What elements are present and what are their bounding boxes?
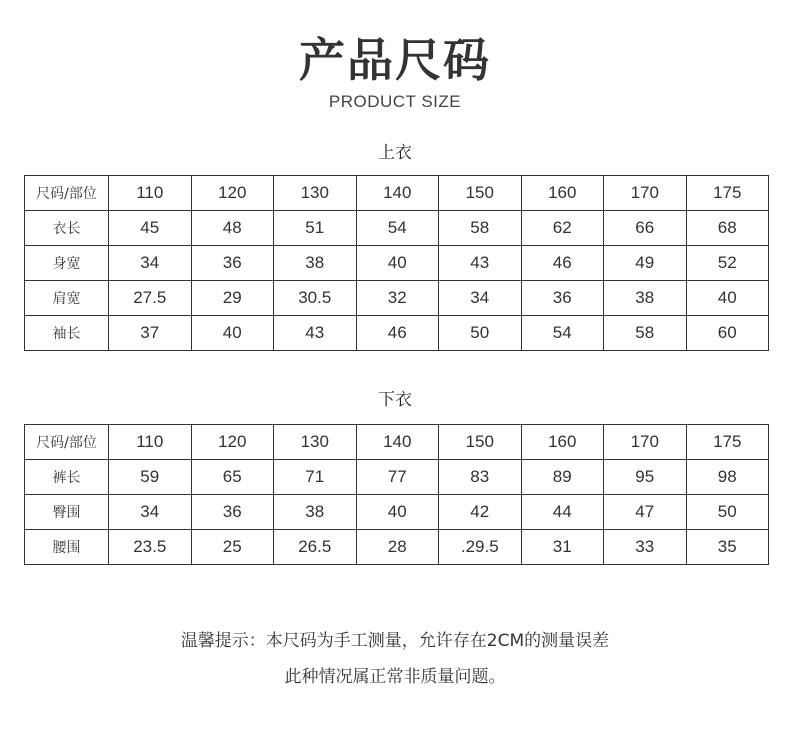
size-header-cell: 120 bbox=[191, 176, 274, 211]
value-cell: 58 bbox=[439, 211, 522, 246]
table-row bbox=[25, 460, 769, 495]
value-cell: 62 bbox=[521, 211, 604, 246]
size-header-cell: 175 bbox=[686, 176, 769, 211]
value-cell: 58 bbox=[604, 316, 687, 351]
value-cell: 29 bbox=[191, 281, 274, 316]
value-cell: 65 bbox=[191, 460, 274, 495]
value-cell: 89 bbox=[521, 460, 604, 495]
value-cell: 40 bbox=[191, 316, 274, 351]
size-header-cell: 110 bbox=[109, 425, 192, 460]
size-header-cell: 175 bbox=[686, 425, 769, 460]
value-cell: 31 bbox=[521, 530, 604, 565]
table-header-row bbox=[25, 176, 769, 211]
value-cell: 46 bbox=[521, 246, 604, 281]
value-cell: 46 bbox=[356, 316, 439, 351]
value-cell: 44 bbox=[521, 495, 604, 530]
page-subtitle: PRODUCT SIZE bbox=[328, 92, 462, 111]
size-header-cell: 140 bbox=[356, 176, 439, 211]
value-cell: 71 bbox=[274, 460, 357, 495]
table-row bbox=[25, 246, 769, 281]
row-label-cell: 腰围 bbox=[25, 530, 109, 565]
value-cell: 33 bbox=[604, 530, 687, 565]
value-cell: 83 bbox=[439, 460, 522, 495]
row-label-cell: 臀围 bbox=[25, 495, 109, 530]
value-cell: 26.5 bbox=[274, 530, 357, 565]
size-header-cell: 130 bbox=[274, 425, 357, 460]
value-cell: 42 bbox=[439, 495, 522, 530]
table-row bbox=[25, 316, 769, 351]
size-header-cell: 170 bbox=[604, 176, 687, 211]
value-cell: 47 bbox=[604, 495, 687, 530]
bottom-size-table bbox=[24, 424, 769, 565]
measurement-note-line1: 温馨提示：本尺码为手工测量，允许存在2CM的测量误差 bbox=[180, 631, 610, 651]
bottom-section-title: 下衣 bbox=[378, 390, 412, 410]
value-cell: 60 bbox=[686, 316, 769, 351]
value-cell: 23.5 bbox=[109, 530, 192, 565]
value-cell: .29.5 bbox=[439, 530, 522, 565]
value-cell: 77 bbox=[356, 460, 439, 495]
value-cell: 43 bbox=[274, 316, 357, 351]
table-row bbox=[25, 495, 769, 530]
value-cell: 37 bbox=[109, 316, 192, 351]
row-label-cell: 裤长 bbox=[25, 460, 109, 495]
value-cell: 36 bbox=[191, 495, 274, 530]
row-label-cell: 身宽 bbox=[25, 246, 109, 281]
size-header-cell: 150 bbox=[439, 176, 522, 211]
header-label-cell: 尺码/部位 bbox=[25, 176, 109, 211]
size-header-cell: 150 bbox=[439, 425, 522, 460]
value-cell: 40 bbox=[356, 495, 439, 530]
value-cell: 54 bbox=[521, 316, 604, 351]
value-cell: 98 bbox=[686, 460, 769, 495]
page-title: 产品尺码 bbox=[299, 33, 491, 87]
value-cell: 66 bbox=[604, 211, 687, 246]
value-cell: 51 bbox=[274, 211, 357, 246]
size-header-cell: 110 bbox=[109, 176, 192, 211]
size-header-cell: 170 bbox=[604, 425, 687, 460]
value-cell: 95 bbox=[604, 460, 687, 495]
row-label-cell: 衣长 bbox=[25, 211, 109, 246]
size-header-cell: 160 bbox=[521, 425, 604, 460]
value-cell: 50 bbox=[439, 316, 522, 351]
value-cell: 36 bbox=[191, 246, 274, 281]
top-section-title: 上衣 bbox=[378, 143, 412, 163]
table-row bbox=[25, 281, 769, 316]
table-row bbox=[25, 211, 769, 246]
value-cell: 28 bbox=[356, 530, 439, 565]
row-label-cell: 肩宽 bbox=[25, 281, 109, 316]
table-header-row bbox=[25, 425, 769, 460]
size-header-cell: 140 bbox=[356, 425, 439, 460]
value-cell: 54 bbox=[356, 211, 439, 246]
value-cell: 27.5 bbox=[109, 281, 192, 316]
size-header-cell: 130 bbox=[274, 176, 357, 211]
measurement-note-line2: 此种情况属正常非质量问题。 bbox=[284, 667, 506, 687]
value-cell: 49 bbox=[604, 246, 687, 281]
value-cell: 40 bbox=[686, 281, 769, 316]
value-cell: 38 bbox=[274, 495, 357, 530]
top-size-table bbox=[24, 175, 769, 351]
value-cell: 34 bbox=[109, 495, 192, 530]
value-cell: 36 bbox=[521, 281, 604, 316]
table-row bbox=[25, 530, 769, 565]
value-cell: 45 bbox=[109, 211, 192, 246]
value-cell: 48 bbox=[191, 211, 274, 246]
value-cell: 35 bbox=[686, 530, 769, 565]
value-cell: 50 bbox=[686, 495, 769, 530]
value-cell: 52 bbox=[686, 246, 769, 281]
value-cell: 25 bbox=[191, 530, 274, 565]
value-cell: 32 bbox=[356, 281, 439, 316]
value-cell: 30.5 bbox=[274, 281, 357, 316]
value-cell: 38 bbox=[274, 246, 357, 281]
size-header-cell: 120 bbox=[191, 425, 274, 460]
value-cell: 34 bbox=[109, 246, 192, 281]
value-cell: 34 bbox=[439, 281, 522, 316]
header-label-cell: 尺码/部位 bbox=[25, 425, 109, 460]
value-cell: 38 bbox=[604, 281, 687, 316]
value-cell: 43 bbox=[439, 246, 522, 281]
value-cell: 40 bbox=[356, 246, 439, 281]
value-cell: 68 bbox=[686, 211, 769, 246]
size-header-cell: 160 bbox=[521, 176, 604, 211]
value-cell: 59 bbox=[109, 460, 192, 495]
row-label-cell: 袖长 bbox=[25, 316, 109, 351]
